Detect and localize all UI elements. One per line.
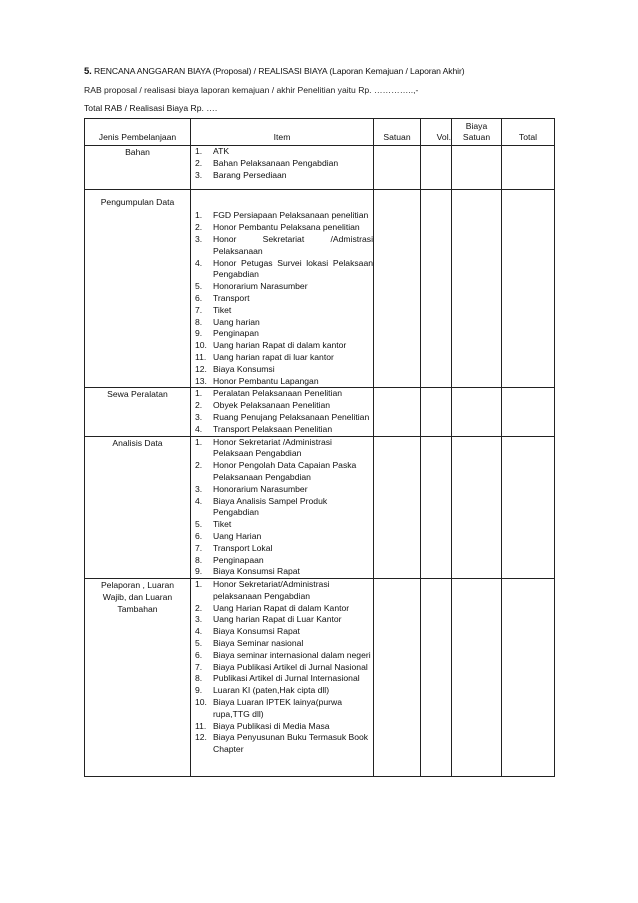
table-row <box>85 388 555 436</box>
jenis-label: Sewa Peralatan <box>107 389 168 400</box>
cell-item-list <box>191 579 374 777</box>
cell-jenis-pembelanjaan <box>85 146 191 190</box>
item-number: 1. <box>195 579 203 590</box>
item-list <box>191 579 373 756</box>
header-satuan: Satuan <box>374 119 421 146</box>
header-item: Item <box>191 119 374 146</box>
list-item <box>191 364 373 376</box>
item-number: 9. <box>195 328 203 339</box>
item-text: Penginapaan <box>213 554 264 565</box>
item-text: Honor Sekretariat /Admistrasi Pelaksanaan <box>213 233 373 256</box>
section-title: RENCANA ANGGARAN BIAYA (Proposal) / REALISASI BIAYA (Laporan Kemajuan / Laporan Akhir) <box>94 66 465 76</box>
item-text: Biaya Seminar nasional <box>213 638 304 649</box>
cell-item-list <box>191 146 374 190</box>
item-text: Biaya Publikasi di Media Masa <box>213 720 330 731</box>
list-item <box>191 376 373 388</box>
cell-jenis-pembelanjaan <box>85 190 191 388</box>
cell-item-list <box>191 190 374 388</box>
item-text: Biaya Penyusunan Buku Termasuk Book Chapter <box>213 732 369 755</box>
cell-vol <box>421 190 452 388</box>
item-number: 2. <box>195 460 203 471</box>
item-text: Uang Harian Rapat di dalam Kantor <box>213 602 350 613</box>
item-number: 6. <box>195 649 203 660</box>
budget-table <box>84 118 555 777</box>
list-item <box>191 258 373 282</box>
item-text: Honorarium Narasumber <box>213 281 308 292</box>
item-number: 1. <box>195 210 203 221</box>
list-item <box>191 555 373 567</box>
list-item <box>191 603 373 615</box>
item-text: Bahan Pelaksanaan Pengabdian <box>213 157 339 168</box>
cell-satuan <box>374 146 421 190</box>
list-item <box>191 293 373 305</box>
cell-biaya-satuan <box>452 579 502 777</box>
item-number: 5. <box>195 519 203 530</box>
list-item <box>191 662 373 674</box>
item-number: 4. <box>195 626 203 637</box>
item-number: 13. <box>195 375 207 386</box>
item-list <box>191 437 373 579</box>
list-item <box>191 340 373 352</box>
cell-jenis-pembelanjaan <box>85 388 191 436</box>
list-item <box>191 531 373 543</box>
table-body <box>85 146 555 777</box>
cell-satuan <box>374 436 421 579</box>
item-number: 6. <box>195 530 203 541</box>
item-text: Transport Pelaksaan Penelitian <box>213 423 333 434</box>
jenis-label: Pengumpulan Data <box>100 197 175 208</box>
item-text: Biaya Konsumsi Rapat <box>213 566 300 577</box>
header-total: Total <box>502 119 555 146</box>
item-number: 1. <box>195 436 203 447</box>
list-item <box>191 222 373 234</box>
jenis-label: Analisis Data <box>112 437 163 448</box>
item-text: Uang harian Rapat di dalam kantor <box>213 340 347 351</box>
list-item <box>191 697 373 721</box>
list-item <box>191 732 373 756</box>
item-number: 7. <box>195 304 203 315</box>
item-number: 3. <box>195 411 203 422</box>
item-text: Honor Pembantu Pelaksana penelitian <box>213 222 360 233</box>
item-number: 1. <box>195 388 203 399</box>
list-item <box>191 170 373 182</box>
jenis-label: Pelaporan , Luaran <box>100 580 175 591</box>
jenis-label: Bahan <box>125 147 150 157</box>
cell-vol <box>421 579 452 777</box>
item-text: Obyek Pelaksanaan Penelitian <box>213 400 331 411</box>
item-text: Biaya Luaran IPTEK lainya(purwa rupa,TTG dll) <box>213 697 342 719</box>
item-text: Transport Lokal <box>213 542 273 553</box>
item-list <box>191 388 373 435</box>
cell-total <box>502 579 555 777</box>
item-text: Penginapan <box>213 328 259 339</box>
item-number: 10. <box>195 697 207 708</box>
item-text: Barang Persediaan <box>213 169 287 180</box>
item-text: Uang harian rapat di luar kantor <box>213 351 334 362</box>
jenis-label: Tambahan <box>117 604 158 615</box>
item-text: Honor Sekretariat /Administrasi Pelaksaan Pengabdian <box>213 436 332 459</box>
item-number: 8. <box>195 554 203 565</box>
cell-biaya-satuan <box>452 388 502 436</box>
item-text: Honorarium Narasumber <box>213 483 308 494</box>
list-item <box>191 650 373 662</box>
item-text: ATK <box>213 146 230 156</box>
list-item <box>191 158 373 170</box>
cell-vol <box>421 388 452 436</box>
table-row <box>85 579 555 777</box>
item-number: 7. <box>195 542 203 553</box>
item-number: 11. <box>195 720 207 731</box>
item-text: Honor Pembantu Lapangan <box>213 375 319 386</box>
cell-vol <box>421 146 452 190</box>
cell-total <box>502 146 555 190</box>
list-item <box>191 305 373 317</box>
item-text: Biaya Konsumsi <box>213 363 275 374</box>
list-item <box>191 388 373 400</box>
item-number: 4. <box>195 423 203 434</box>
item-number: 10. <box>195 340 207 351</box>
item-text: Luaran KI (paten,Hak cipta dll) <box>213 685 330 696</box>
item-number: 4. <box>195 257 203 268</box>
header-biaya-line1: Biaya <box>465 121 488 131</box>
item-number: 11. <box>195 351 207 362</box>
item-number: 12. <box>195 732 207 743</box>
item-text: Uang harian Rapat di Luar Kantor <box>213 614 342 625</box>
item-number: 5. <box>195 281 203 292</box>
list-item <box>191 566 373 578</box>
list-item <box>191 412 373 424</box>
item-text: Tiket <box>213 304 232 315</box>
list-item <box>191 317 373 329</box>
item-text: Biaya seminar internasional dalam negeri <box>213 649 371 660</box>
cell-total <box>502 436 555 579</box>
item-number: 9. <box>195 566 203 577</box>
item-number: 2. <box>195 400 203 411</box>
list-item <box>191 328 373 340</box>
item-text: Tiket <box>213 519 232 530</box>
item-number: 3. <box>195 483 203 494</box>
item-list <box>191 210 373 387</box>
item-number: 1. <box>195 146 203 156</box>
item-text: Biaya Analisis Sampel Produk Pengabdian <box>213 495 328 518</box>
table-row <box>85 146 555 190</box>
item-number: 7. <box>195 661 203 672</box>
rab-description: RAB proposal / realisasi biaya laporan kemajuan / akhir Penelitian yaitu Rp. …………..,- <box>84 85 419 95</box>
item-number: 2. <box>195 222 203 233</box>
cell-jenis-pembelanjaan <box>85 579 191 777</box>
item-number: 6. <box>195 292 203 303</box>
list-item <box>191 460 373 484</box>
cell-vol <box>421 436 452 579</box>
cell-satuan <box>374 388 421 436</box>
item-number: 9. <box>195 685 203 696</box>
item-text: Honor Sekretariat/Administrasi pelaksanaan Pengabdian <box>213 579 330 601</box>
item-text: Biaya Konsumsi Rapat <box>213 626 300 637</box>
item-number: 2. <box>195 157 203 168</box>
list-item <box>191 484 373 496</box>
cell-total <box>502 388 555 436</box>
cell-item-list <box>191 436 374 579</box>
item-text: Uang harian <box>213 316 260 327</box>
header-vol: Vol. <box>421 119 452 146</box>
list-item <box>191 614 373 626</box>
item-number: 12. <box>195 363 207 374</box>
table-row <box>85 190 555 388</box>
item-number: 8. <box>195 316 203 327</box>
cell-biaya-satuan <box>452 436 502 579</box>
item-text: FGD Persiapaan Pelaksanaan penelitian <box>213 210 369 221</box>
item-number: 5. <box>195 638 203 649</box>
header-jenis: Jenis Pembelanjaan <box>85 119 191 146</box>
item-text: Peralatan Pelaksanaan Penelitian <box>213 388 342 399</box>
list-item <box>191 496 373 520</box>
item-number: 3. <box>195 169 203 180</box>
list-item <box>191 437 373 461</box>
table-row <box>85 436 555 579</box>
item-number: 8. <box>195 673 203 684</box>
list-item <box>191 721 373 733</box>
section-heading <box>84 66 465 77</box>
item-number: 4. <box>195 495 203 506</box>
item-number: 2. <box>195 602 203 613</box>
list-item <box>191 210 373 222</box>
list-item <box>191 424 373 436</box>
item-list <box>191 146 373 181</box>
list-item <box>191 673 373 685</box>
section-number: 5. <box>84 66 92 77</box>
list-item <box>191 579 373 603</box>
item-text: Ruang Penujang Pelaksanaan Penelitian <box>213 411 370 422</box>
jenis-label: Wajib, dan Luaran <box>102 592 173 603</box>
item-text: Honor Pengolah Data Capaian Paska Pelaksanaan Pengabdian <box>213 460 357 482</box>
item-text: Publikasi Artikel di Jurnal Internasional <box>213 673 360 684</box>
list-item <box>191 281 373 293</box>
total-rab-line: Total RAB / Realisasi Biaya Rp. …. <box>84 103 218 113</box>
list-item <box>191 626 373 638</box>
cell-jenis-pembelanjaan <box>85 436 191 579</box>
cell-satuan <box>374 190 421 388</box>
list-item <box>191 400 373 412</box>
item-text: Transport <box>213 292 250 303</box>
cell-satuan <box>374 579 421 777</box>
cell-biaya-satuan <box>452 146 502 190</box>
table-header-row <box>85 119 555 146</box>
cell-total <box>502 190 555 388</box>
list-item <box>191 146 373 158</box>
list-item <box>191 543 373 555</box>
header-biaya-line2: Satuan <box>462 132 491 142</box>
list-item <box>191 638 373 650</box>
list-item <box>191 519 373 531</box>
list-item <box>191 234 373 258</box>
item-text: Biaya Publikasi Artikel di Jurnal Nasional <box>213 661 368 672</box>
list-item <box>191 352 373 364</box>
item-number: 3. <box>195 614 203 625</box>
cell-biaya-satuan <box>452 190 502 388</box>
item-text: Honor Petugas Survei lokasi Pelaksaan Pengabdian <box>213 257 373 280</box>
header-biaya-satuan <box>452 119 502 146</box>
item-text: Uang Harian <box>213 530 262 541</box>
item-number: 3. <box>195 233 203 244</box>
cell-item-list <box>191 388 374 436</box>
list-item <box>191 685 373 697</box>
